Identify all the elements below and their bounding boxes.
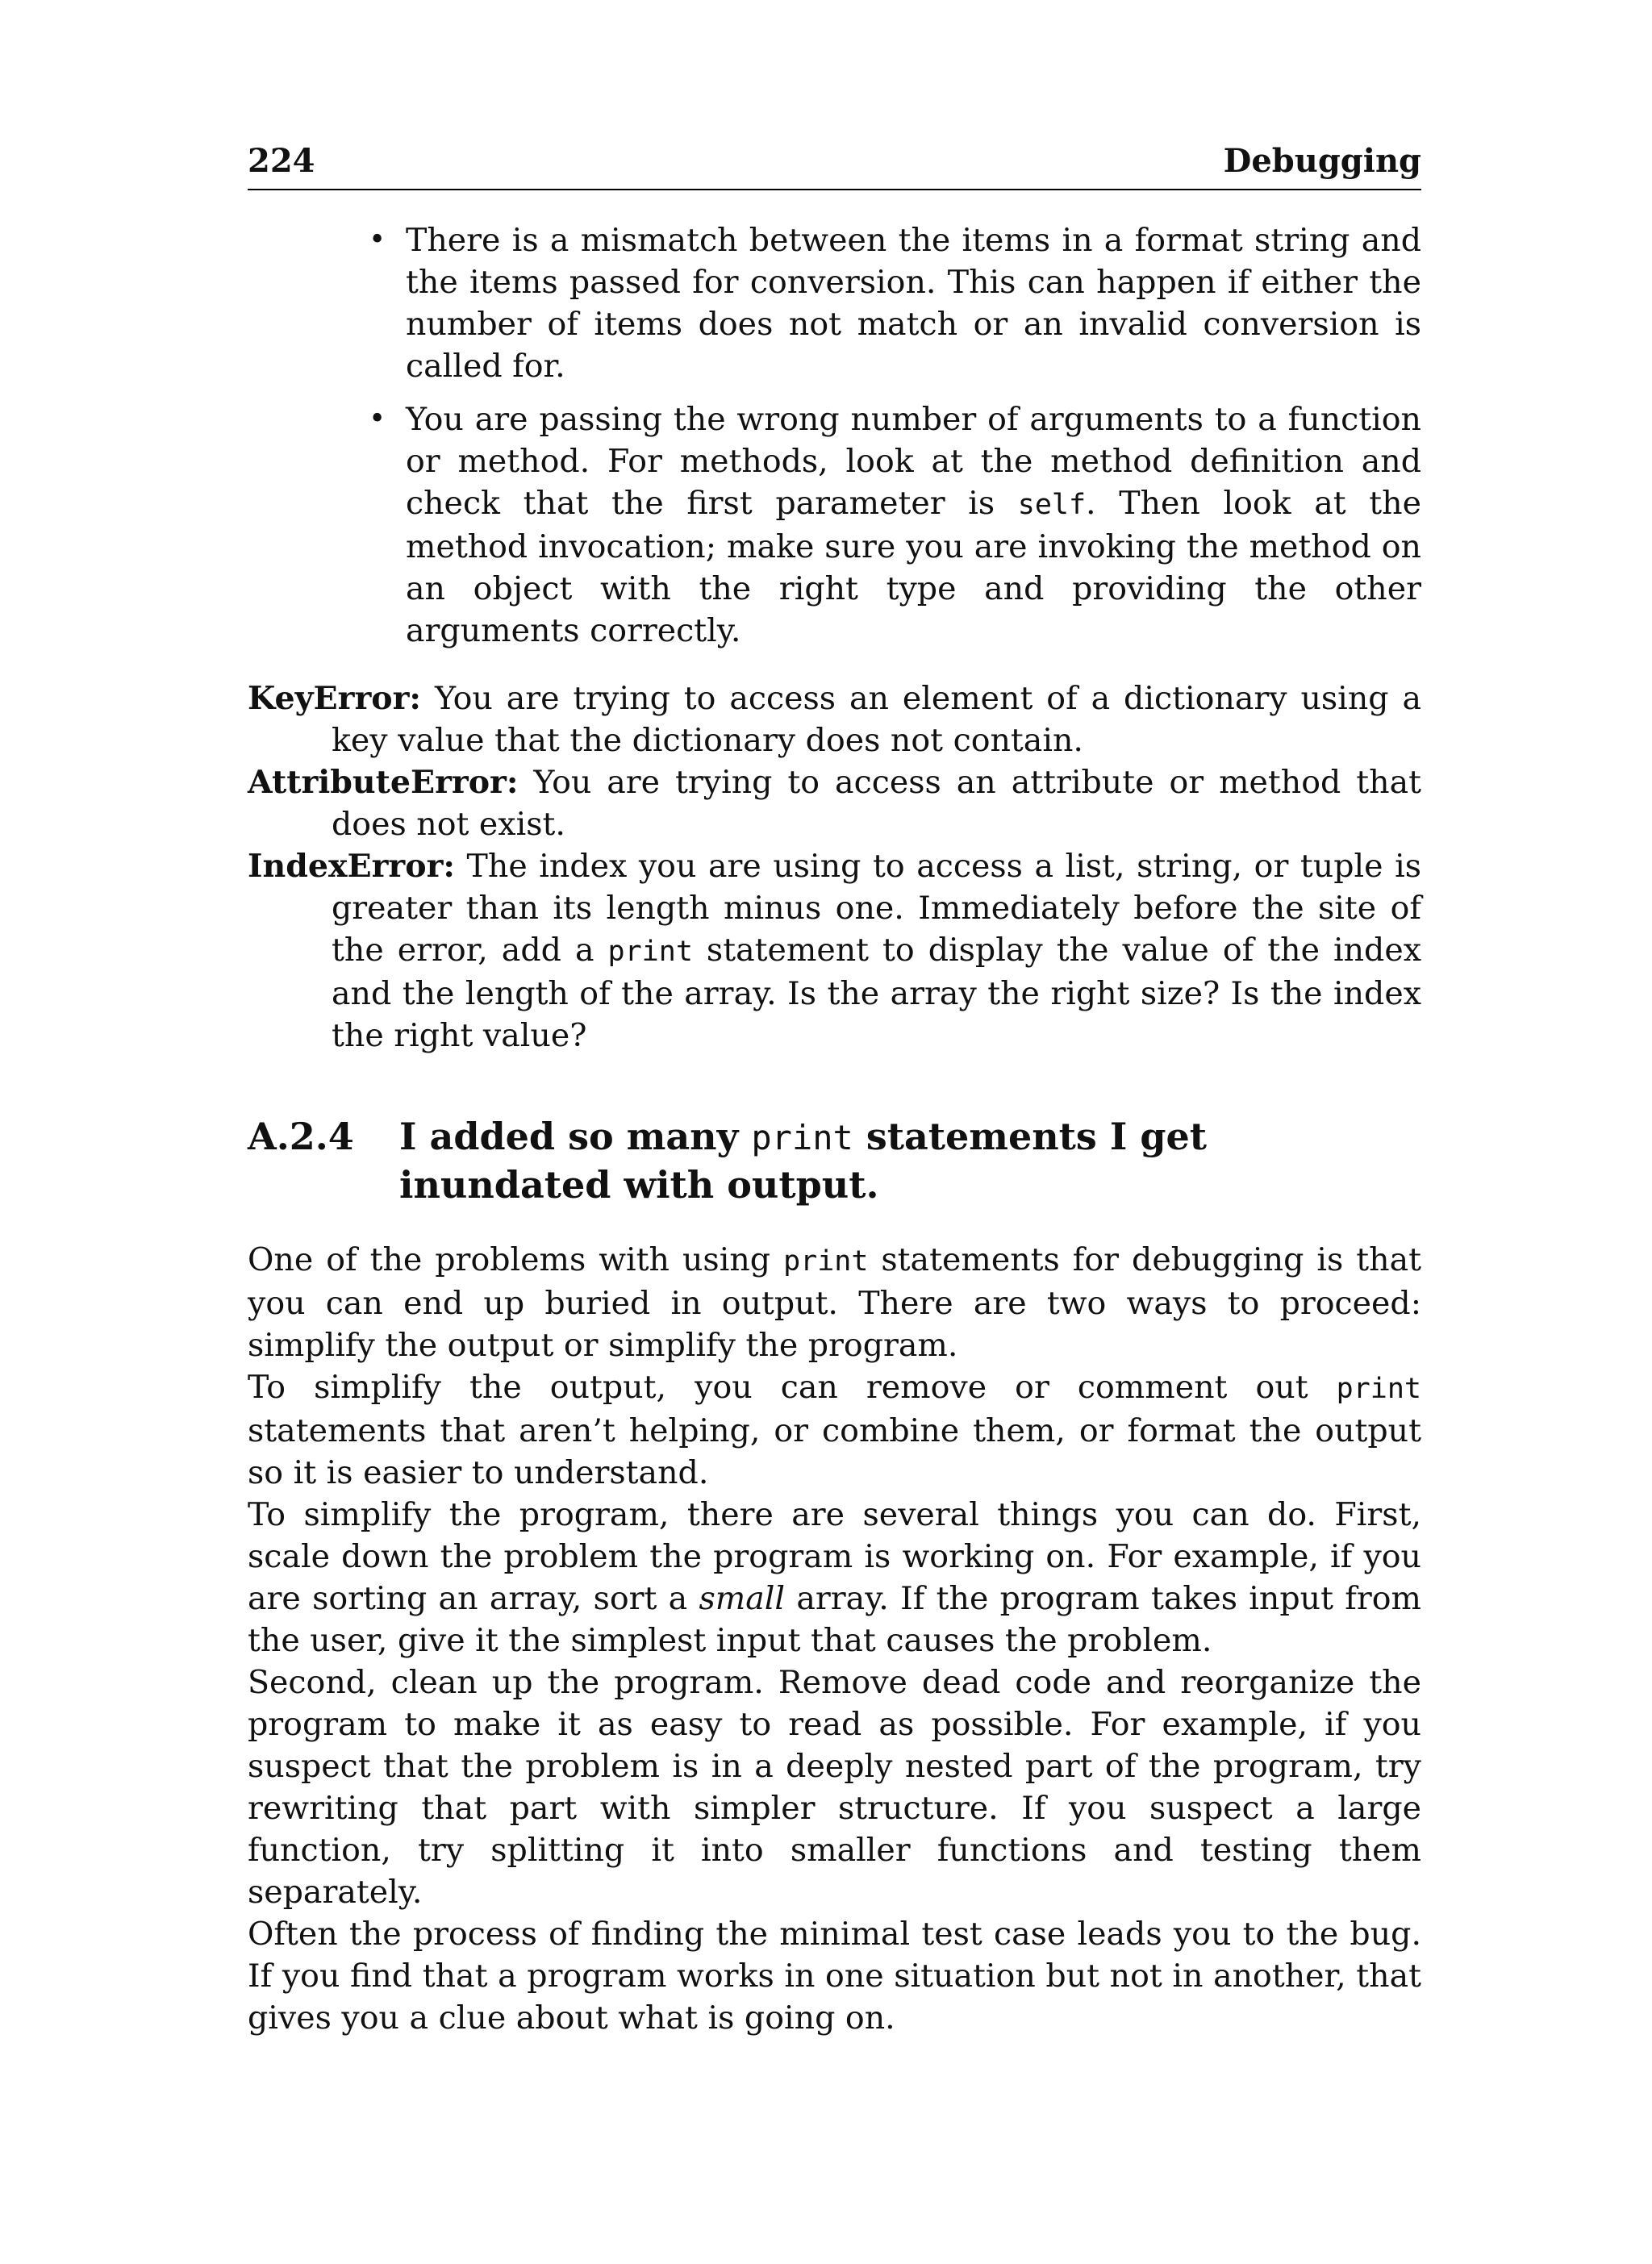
paragraph: One of the problems with using print statements for debugging is that you can end up buried in output. There are two ways to proceed: simplify the output or simplify the program. — [248, 1241, 1421, 1364]
inline-code: print — [783, 1245, 869, 1278]
running-header — [248, 142, 1421, 190]
inline-code: print — [1336, 1373, 1421, 1405]
paragraph: Second, clean up the program. Remove dead code and reorganize the program to make it as easy to read as possible. For example, if you suspect that the problem is in a deeply nested part of the program, try rewriting that part with simpler structure. If you suspect a large function, try splitting it into smaller functions and testing them separately. — [248, 1664, 1421, 1911]
section-heading — [248, 1113, 1421, 1208]
chapter-title: Debugging — [1223, 142, 1421, 180]
list-item: • There is a mismatch between the items in a format string and the items passed for conversion. This can happen if either the number of items does not match or an invalid conversion is called for. — [406, 219, 1421, 387]
page-number: 224 — [248, 142, 315, 180]
emphasis: small — [699, 1580, 786, 1617]
paragraph: To simplify the program, there are several things you can do. First, scale down the problem the program is working on. For example, if you are sorting an array, sort a small array. If the program takes input from the user, give it the simplest input that causes the problem. — [248, 1496, 1421, 1659]
inline-code: print — [607, 936, 693, 968]
attributeerror-entry: AttributeError: You are trying to access an attribute or method that does not exist. — [248, 764, 1421, 843]
error-term: KeyError: — [248, 680, 422, 717]
error-term: AttributeError: — [248, 764, 519, 801]
indexerror-entry: IndexError: The index you are using to access a list, string, or tuple is greater than its length minus one. Immediately before the site of the error, add a print statement to display the value of the index and the length of the array. Is the array the right size? Is the index the right value? — [248, 848, 1421, 1054]
inline-code: self — [1017, 489, 1087, 521]
list-item: • You are passing the wrong number of arguments to a function or method. For methods, look at the method definition and check that the first parameter is self. Then look at the method invocation; make sure you are invoking the method on an object with the right type and providing the other arguments correctly. — [406, 398, 1421, 652]
section-title: I added so many print statements I get inundated with output. — [399, 1115, 1208, 1207]
section-number: A.2.4 — [248, 1115, 354, 1158]
keyerror-entry: KeyError: You are trying to access an element of a dictionary using a key value that the dictionary does not contain. — [248, 680, 1422, 759]
book-page — [248, 142, 1422, 2039]
bullet-list — [248, 219, 1421, 652]
page-body — [248, 219, 1421, 2039]
paragraph: To simplify the output, you can remove or comment out print statements that aren’t helping, or combine them, or format the output so it is easier to understand. — [248, 1369, 1421, 1491]
paragraph: Often the process of finding the minimal test case leads you to the bug. If you find that a program works in one situation but not in another, that gives you a clue about what is going on. — [248, 1916, 1421, 2037]
error-term: IndexError: — [248, 848, 455, 885]
